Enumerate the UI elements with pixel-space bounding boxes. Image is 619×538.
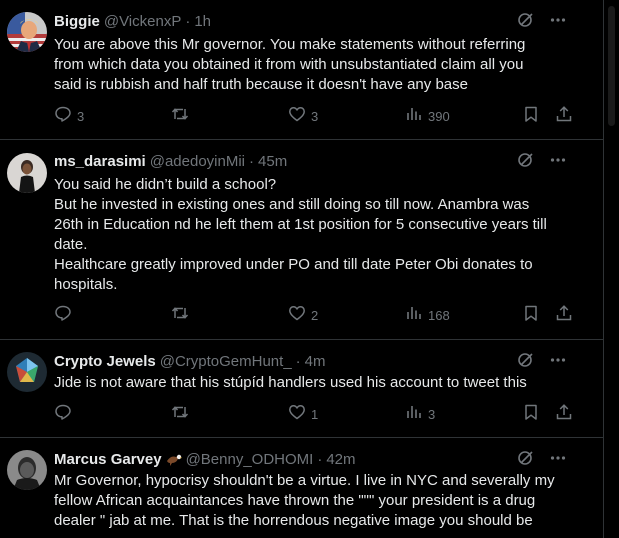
share-button[interactable] bbox=[555, 107, 573, 127]
grok-icon[interactable] bbox=[517, 11, 535, 34]
grok-icon[interactable] bbox=[517, 351, 535, 374]
tweet-text bbox=[54, 175, 574, 295]
views-icon bbox=[405, 403, 423, 427]
retweet-button[interactable] bbox=[171, 107, 189, 127]
tweet-line: Mr Governor, hypocrisy shouldn't be a virtue. I live in NYC and severally my bbox=[54, 472, 555, 489]
tweet-card[interactable] bbox=[0, 438, 603, 538]
scrollbar[interactable] bbox=[604, 0, 619, 538]
more-icon[interactable] bbox=[549, 351, 567, 374]
author-handle[interactable]: @Benny_ODHOMI bbox=[185, 451, 314, 468]
author-handle[interactable]: @VickenxP bbox=[103, 13, 182, 30]
tweet-text bbox=[54, 35, 574, 95]
separator-dot: · bbox=[295, 353, 301, 370]
share-icon bbox=[555, 403, 573, 427]
tweet-card[interactable] bbox=[0, 0, 603, 140]
views-icon bbox=[405, 105, 423, 129]
timestamp[interactable]: 42m bbox=[326, 451, 356, 468]
author-name[interactable]: Marcus Garvey bbox=[54, 451, 162, 468]
author-name[interactable]: Biggie bbox=[54, 13, 100, 30]
tweet-line: You are above this Mr governor. You make statements without referring bbox=[54, 36, 526, 53]
retweet-button[interactable] bbox=[171, 405, 189, 425]
bookmark-icon bbox=[522, 403, 540, 427]
retweet-icon bbox=[171, 304, 189, 328]
like-button[interactable] bbox=[288, 306, 318, 326]
reply-icon bbox=[54, 403, 72, 427]
reply-icon bbox=[54, 304, 72, 328]
more-icon[interactable] bbox=[549, 151, 567, 174]
bookmark-button[interactable] bbox=[522, 405, 540, 425]
view-count: 390 bbox=[428, 109, 450, 124]
views-icon bbox=[405, 304, 423, 328]
tweet-line: Jide is not aware that his stúpíd handlers used his account to tweet this bbox=[54, 374, 527, 391]
avatar[interactable] bbox=[7, 12, 47, 52]
views-button[interactable] bbox=[405, 306, 450, 326]
author-handle[interactable]: @CryptoGemHunt_ bbox=[159, 353, 292, 370]
avatar[interactable] bbox=[7, 450, 47, 490]
eagle-emoji-icon bbox=[166, 452, 182, 468]
tweet-text bbox=[54, 373, 574, 393]
like-count: 3 bbox=[311, 109, 319, 124]
more-icon[interactable] bbox=[549, 449, 567, 472]
scrollbar-thumb[interactable] bbox=[608, 6, 615, 126]
share-button[interactable] bbox=[555, 405, 573, 425]
views-button[interactable] bbox=[405, 107, 450, 127]
grok-icon[interactable] bbox=[517, 449, 535, 472]
author-handle[interactable]: @adedoyinMii bbox=[149, 153, 246, 170]
timestamp[interactable]: 4m bbox=[304, 353, 326, 370]
avatar[interactable] bbox=[7, 352, 47, 392]
share-icon bbox=[555, 105, 573, 129]
like-count: 1 bbox=[311, 407, 319, 422]
separator-dot: · bbox=[249, 153, 255, 170]
like-count: 2 bbox=[311, 308, 319, 323]
tweet-line: You said he didn’t build a school? bbox=[54, 176, 277, 193]
bookmark-icon bbox=[522, 105, 540, 129]
tweet-line: hospitals. bbox=[54, 276, 118, 293]
tweet-line: date. bbox=[54, 236, 88, 253]
tweet-line: Healthcare greatly improved under PO and till date Peter Obi donates to bbox=[54, 256, 533, 273]
bookmark-icon bbox=[522, 304, 540, 328]
like-icon bbox=[288, 105, 306, 129]
tweet-card[interactable] bbox=[0, 140, 603, 340]
like-icon bbox=[288, 304, 306, 328]
view-count: 3 bbox=[428, 407, 436, 422]
retweet-button[interactable] bbox=[171, 306, 189, 326]
view-count: 168 bbox=[428, 308, 450, 323]
share-button[interactable] bbox=[555, 306, 573, 326]
tweet-line: 26th in Education nd he left them at 1st position for 5 consecutive years till bbox=[54, 216, 547, 233]
share-icon bbox=[555, 304, 573, 328]
tweet-line: from which data you obtained it from with unsubstantiated claim all you bbox=[54, 56, 524, 73]
action-bar bbox=[54, 107, 574, 127]
action-bar bbox=[54, 306, 574, 326]
retweet-icon bbox=[171, 403, 189, 427]
reply-count: 3 bbox=[77, 109, 85, 124]
action-bar bbox=[54, 405, 574, 425]
tweet-line: said is rubbish and half truth because it doesn't have any base bbox=[54, 76, 468, 93]
retweet-icon bbox=[171, 105, 189, 129]
tweet-line: dealer " jab at me. That is the horrendous negative image you should be bbox=[54, 512, 533, 529]
like-button[interactable] bbox=[288, 405, 318, 425]
separator-dot: · bbox=[185, 13, 191, 30]
like-icon bbox=[288, 403, 306, 427]
grok-icon[interactable] bbox=[517, 151, 535, 174]
views-button[interactable] bbox=[405, 405, 435, 425]
author-name[interactable]: Crypto Jewels bbox=[54, 353, 156, 370]
tweet-text bbox=[54, 471, 574, 531]
reply-button[interactable] bbox=[54, 405, 72, 425]
bookmark-button[interactable] bbox=[522, 107, 540, 127]
avatar[interactable] bbox=[7, 153, 47, 193]
tweet-line: fellow African acquaintances have thrown the """ your president is a drug bbox=[54, 492, 536, 509]
reply-button[interactable] bbox=[54, 107, 84, 127]
separator-dot: · bbox=[317, 451, 323, 468]
reply-icon bbox=[54, 105, 72, 129]
reply-button[interactable] bbox=[54, 306, 72, 326]
author-name[interactable]: ms_darasimi bbox=[54, 153, 146, 170]
tweet-line: But he invested in existing ones and still doing so till now. Anambra was bbox=[54, 196, 530, 213]
timestamp[interactable]: 1h bbox=[194, 13, 212, 30]
like-button[interactable] bbox=[288, 107, 318, 127]
bookmark-button[interactable] bbox=[522, 306, 540, 326]
tweet-card[interactable] bbox=[0, 340, 603, 438]
timestamp[interactable]: 45m bbox=[258, 153, 288, 170]
more-icon[interactable] bbox=[549, 11, 567, 34]
